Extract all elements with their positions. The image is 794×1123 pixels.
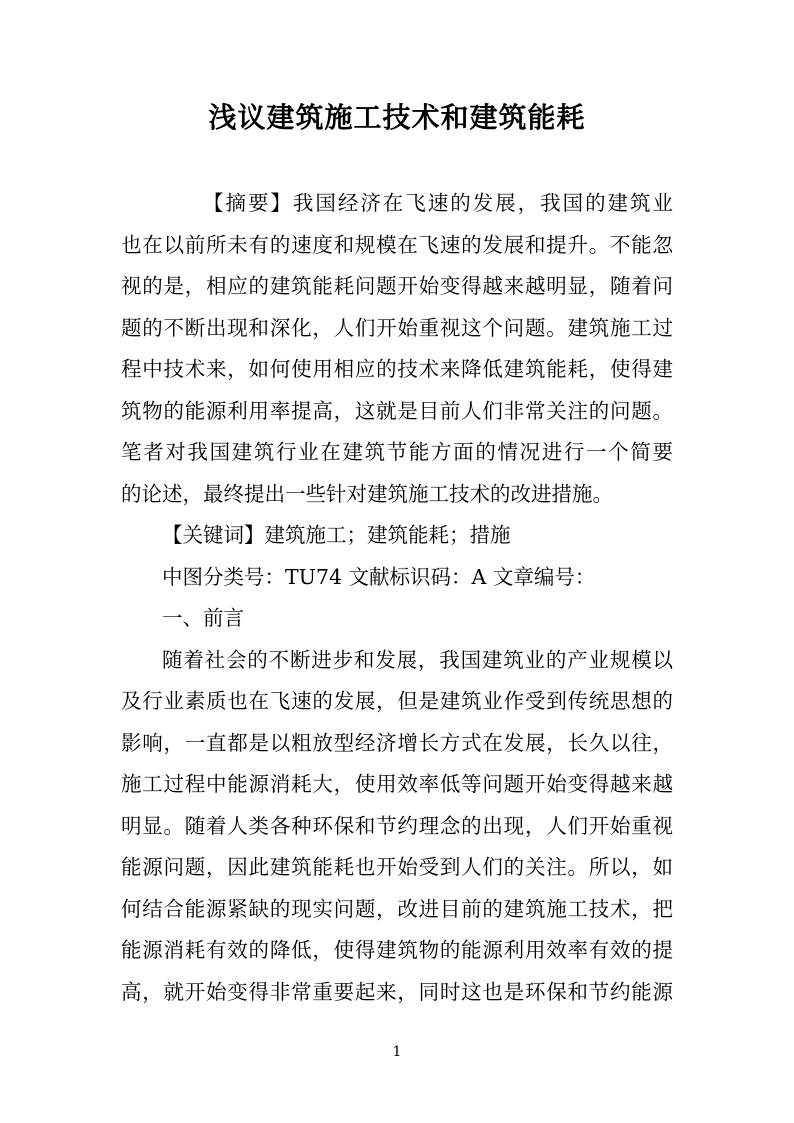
abstract-line: 也在以前所未有的速度和规模在飞速的发展和提升。不能忽 — [121, 232, 673, 257]
paragraph-line: 能源问题，因此建筑能耗也开始受到人们的关注。所以，如 — [121, 855, 673, 879]
paragraph-line: 明显。随着人类各种环保和节约理念的出现，人们开始重视 — [121, 813, 673, 838]
paragraph-line: 施工过程中能源消耗大，使用效率低等问题开始变得越来越 — [121, 772, 673, 796]
abstract-line: 的论述，最终提出一些针对建筑施工技术的改进措施。 — [121, 481, 613, 506]
page-number: 1 — [392, 1044, 402, 1060]
keywords-line: 【关键词】建筑施工；建筑能耗；措施 — [162, 523, 511, 547]
abstract-line: 视的是，相应的建筑能耗问题开始变得越来越明显，随着问 — [121, 274, 673, 298]
paragraph-line: 能源消耗有效的降低，使得建筑物的能源利用效率有效的提 — [121, 938, 673, 962]
abstract-line: 筑物的能源利用率提高，这就是目前人们非常关注的问题。 — [121, 398, 673, 423]
paragraph-line: 随着社会的不断进步和发展，我国建筑业的产业规模以 — [162, 647, 673, 672]
classification-line: 中图分类号：TU74 文献标识码：A 文章编号： — [162, 564, 596, 589]
abstract-line: 笔者对我国建筑行业在建筑节能方面的情况进行一个简要 — [121, 440, 673, 464]
paragraph-line: 影响，一直都是以粗放型经济增长方式在发展，长久以往， — [121, 730, 673, 755]
paragraph-line: 何结合能源紧缺的现实问题，改进目前的建筑施工技术，把 — [121, 896, 673, 921]
paragraph-line: 及行业素质也在飞速的发展，但是建筑业作受到传统思想的 — [121, 689, 673, 713]
paragraph-line: 高，就开始变得非常重要起来，同时这也是环保和节约能源 — [121, 979, 673, 1004]
document-title: 浅议建筑施工技术和建筑能耗 — [208, 101, 586, 134]
document-body — [121, 183, 673, 1013]
abstract-line: 程中技术来，如何使用相应的技术来降低建筑能耗，使得建 — [121, 357, 673, 381]
abstract-line: 【摘要】我国经济在飞速的发展，我国的建筑业 — [203, 191, 673, 215]
abstract-line: 题的不断出现和深化，人们开始重视这个问题。建筑施工过 — [121, 315, 673, 340]
section-heading: 一、前言 — [162, 606, 244, 630]
